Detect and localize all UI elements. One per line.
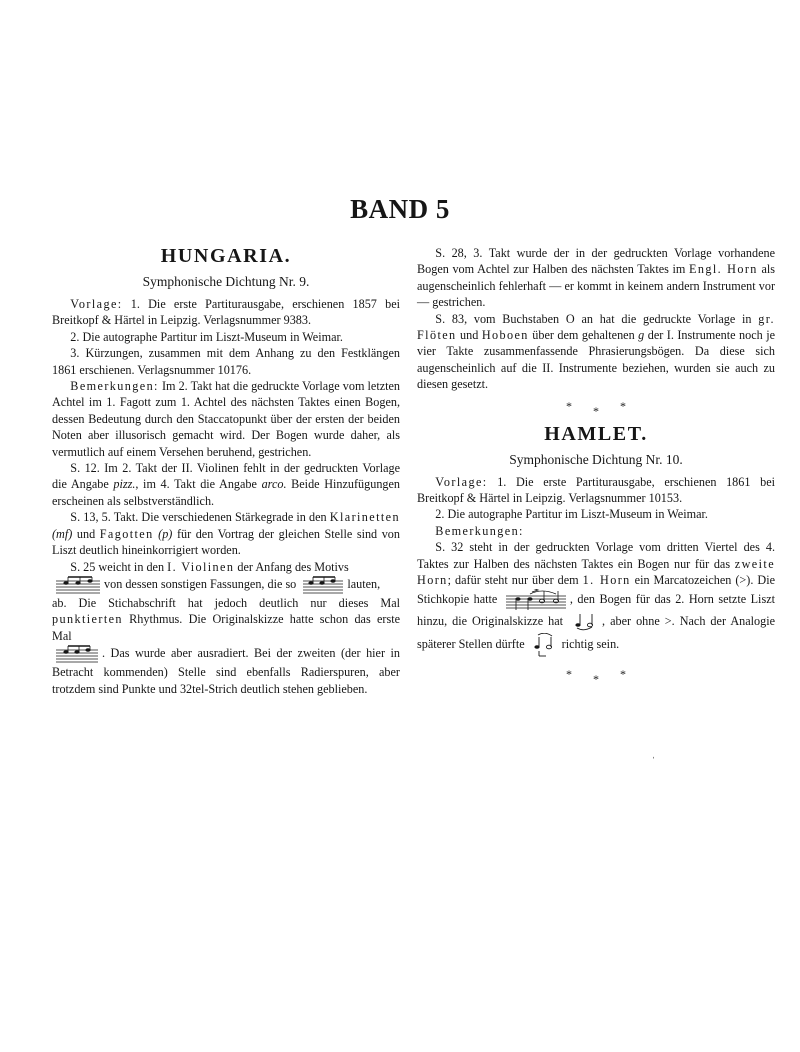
hamlet-vorlage-1: 1. Die erste Partiturausgabe, erschienen 1861 bei Breitkopf & Härtel in Leipzig. Verlagsnummer 10153. bbox=[417, 474, 775, 506]
note-s13 bbox=[52, 509, 400, 558]
end-divider-stars bbox=[417, 665, 775, 686]
music-notation-originalskizze bbox=[572, 611, 598, 633]
note-s12-b: , im 4. Takt die Angabe bbox=[135, 477, 262, 492]
note-s25-c: von dessen sonstigen Fassungen, die so bbox=[104, 576, 297, 591]
note-s13-p: (p) bbox=[153, 526, 173, 541]
note-s12-pizz: pizz. bbox=[113, 477, 136, 492]
section-subtitle-hamlet: Symphonische Dichtung Nr. 10. bbox=[509, 451, 683, 467]
note-s32 bbox=[417, 539, 775, 656]
hamlet-vorlage-label: Vorlage: bbox=[435, 474, 488, 489]
note-s13-b: für den Vortrag der gleichen Stelle sind von Liszt deutlich hineinkorrigiert worden. bbox=[52, 526, 400, 558]
music-notation-motive-1 bbox=[56, 575, 100, 595]
end-star-1: * bbox=[566, 666, 572, 681]
note-s28-engl-horn: Engl. Horn bbox=[689, 262, 758, 277]
note-s25-d: lauten, bbox=[347, 576, 381, 591]
divider-star-1: * bbox=[566, 398, 572, 413]
note-s25-f: Rhythmus. Die Originalskizze hatte schon das erste Mal bbox=[52, 612, 400, 643]
note-s83 bbox=[417, 311, 775, 393]
vorlage-label: Vorlage: bbox=[70, 297, 123, 311]
note-s32-c: ein Marcatozeichen (>). Die Stichkopie hatte bbox=[417, 573, 775, 606]
music-notation-analogie bbox=[532, 633, 558, 657]
note-s25-line3 bbox=[52, 595, 400, 644]
note-s32-e: , aber ohne >. Nach der Analogie späterer Stellen dürfte bbox=[417, 613, 776, 651]
note-s25-line2 bbox=[52, 575, 400, 595]
right-column bbox=[417, 245, 775, 691]
note-s28-b: als augenscheinlich fehlerhaft — er kommt in keinem andern Instrument vor — gestrichen. bbox=[417, 262, 775, 310]
left-column bbox=[52, 245, 400, 697]
section-subtitle-hungaria: Symphonische Dichtung Nr. 9. bbox=[142, 274, 310, 289]
note-s25-violinen: I. Violinen bbox=[167, 559, 235, 574]
note-s83-g: g bbox=[638, 328, 645, 343]
vorlage-1: 1. Die erste Partiturausgabe, erschienen 1857 bei Breitkopf & Härtel in Leipzig. Verlagsnummer 9383. bbox=[52, 297, 400, 328]
bemerkungen-label: Bemerkungen: bbox=[70, 379, 159, 394]
note-s32-f: richtig sein. bbox=[561, 636, 620, 651]
note-s28 bbox=[417, 245, 775, 311]
note-s25 bbox=[52, 559, 400, 575]
note-s28-a: S. 28, 3. Takt wurde der in der gedruckten Vorlage vorhandene Bogen vom Achtel zur Halben des nächsten Taktes im bbox=[417, 246, 775, 277]
note-s83-c: der I. Instrumente noch je vier Takte zusammenfassende Phrasierungsbögen. Da diese sich augenscheinlich auf die II. Instrumente beziehen, wurden sie auch zu diesen gesetzt. bbox=[417, 328, 776, 392]
note-s32-erste-horn: 1. Horn bbox=[582, 573, 631, 588]
note-s12-a: S. 12. Im 2. Takt der II. Violinen fehlt in der gedruckten Vorlage die Angabe bbox=[52, 461, 400, 492]
divider-star-2: * bbox=[593, 403, 599, 418]
bemerkungen-paragraph bbox=[52, 378, 400, 460]
hamlet-vorlage-2: 2. Die autographe Partitur im Liszt-Museum in Weimar. bbox=[435, 507, 708, 522]
bemerkungen-text: Im 2. Takt hat die gedruckte Vorlage vom letzten Achtel im 1. Fagott zum 1. Achtel des nächsten Taktes einen Bogen, dessen Bedeutung durch den Staccatopunkt über der ersten der beiden Noten aber illusorisch gemacht wird. Der Bogen wurde daher, als vermutlich auf einem Versehen beruhend, gestrichen. bbox=[52, 379, 400, 459]
stray-mark: ˌ bbox=[652, 748, 656, 759]
note-s25-a: S. 25 weicht in den bbox=[70, 559, 168, 574]
vorlage-paragraph bbox=[52, 296, 400, 329]
note-s83-und: und bbox=[456, 328, 482, 343]
note-s13-mf: (mf) bbox=[52, 526, 73, 541]
note-s13-fagotten: Fagotten bbox=[99, 526, 154, 541]
note-s13-und: und bbox=[72, 526, 100, 541]
music-notation-stichkopie bbox=[506, 589, 566, 611]
vorlage-2: 2. Die autographe Partitur im Liszt-Museum in Weimar. bbox=[70, 329, 343, 344]
note-s13-a: S. 13, 5. Takt. Die verschiedenen Stärkegrade in den bbox=[70, 510, 330, 525]
note-s12-arco: arco. bbox=[261, 477, 287, 492]
divider-star-3: * bbox=[620, 398, 626, 413]
note-s25-b: der Anfang des Motivs bbox=[234, 559, 349, 574]
note-s32-b: ; dafür steht nur über dem bbox=[447, 573, 583, 588]
note-s83-floeten: gr. Flöten bbox=[417, 311, 775, 343]
note-s25-line4 bbox=[52, 644, 400, 697]
section-title-hungaria: HUNGARIA. bbox=[160, 245, 292, 267]
end-star-2: * bbox=[593, 671, 599, 686]
vorlage-3: 3. Kürzungen, zusammen mit dem Anhang zu den Festklängen 1861 erschienen. Verlagsnummer 10176. bbox=[52, 346, 400, 377]
note-s25-e: ab. Die Stichabschrift hat jedoch deutlich nur dieses Mal bbox=[52, 595, 400, 610]
note-s13-klarinetten: Klarinetten bbox=[329, 510, 400, 525]
note-s25-punktierten: punktierten bbox=[52, 612, 123, 627]
note-s12 bbox=[52, 460, 400, 509]
note-s12-c: Beide Hinzufügungen erscheinen als selbstverständlich. bbox=[52, 477, 401, 508]
section-title-hamlet: HAMLET. bbox=[544, 422, 648, 445]
note-s83-hoboen: Hoboen bbox=[481, 328, 529, 343]
music-notation-motive-2 bbox=[303, 575, 343, 595]
note-s83-a: S. 83, vom Buchstaben O an hat die gedruckte Vorlage in bbox=[435, 311, 759, 326]
end-star-3: * bbox=[620, 666, 626, 681]
section-divider-stars bbox=[417, 397, 775, 418]
page-title: BAND 5 bbox=[350, 194, 450, 224]
note-s25-g: . Das wurde aber ausradiert. Bei der zweiten (der hier in Betracht kommenden) Stelle sind ebenfalls Radierspuren, aber trotzdem sind Punkte und 32tel-Strich deutlich stehen geblieben. bbox=[52, 645, 400, 696]
note-s32-a: S. 32 steht in der gedruckten Vorlage vom dritten Viertel des 4. Taktes zur Halben des nächsten Taktes ein Bogen nur für das bbox=[417, 540, 775, 571]
note-s83-b: über dem gehaltenen bbox=[528, 328, 639, 343]
note-s32-zweite-horn: zweite Horn bbox=[417, 556, 775, 588]
hamlet-bemerkungen-label: Bemerkungen: bbox=[435, 523, 524, 538]
music-notation-sketch bbox=[56, 644, 98, 664]
note-s32-d: , den Bogen für das 2. Horn setzte Liszt hinzu, die Originalskizze hat bbox=[417, 591, 775, 628]
hamlet-vorlage-paragraph bbox=[417, 474, 775, 507]
